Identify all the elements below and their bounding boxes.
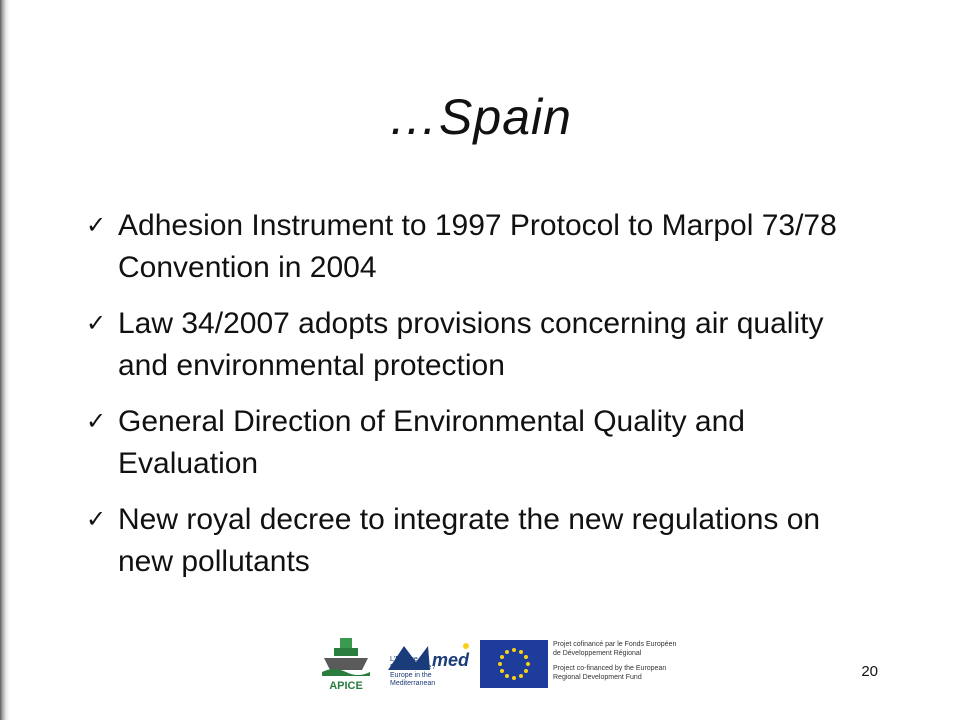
bullet-item: [86, 205, 866, 289]
fund-text-fr: Projet cofinancé par le Fonds Européen de Développement Régional: [553, 641, 677, 657]
checkmark-icon: ✓: [86, 212, 107, 239]
bullet-text: General Direction of Environmental Quality and Evaluation: [118, 405, 745, 480]
med-logo-caption: L'Europe en Méditerranée / Europe in the Mediterranean: [390, 656, 436, 687]
slide-title: …Spain: [388, 89, 572, 145]
eu-flag-icon: [480, 640, 548, 688]
apice-logo-label: APICE: [329, 680, 363, 692]
checkmark-icon: ✓: [86, 506, 107, 533]
bullet-item: [86, 499, 866, 583]
bullet-text: New royal decree to integrate the new regulations on new pollutants: [118, 503, 821, 578]
checkmark-icon: ✓: [86, 310, 107, 337]
checkmark-icon: ✓: [86, 408, 107, 435]
bullet-text: Adhesion Instrument to 1997 Protocol to Marpol 73/78 Convention in 2004: [118, 209, 837, 284]
page-number: 20: [861, 663, 878, 680]
med-logo-icon: [386, 640, 472, 690]
med-logo-label: med: [432, 650, 470, 670]
fund-text: [553, 640, 683, 682]
bullet-item: [86, 401, 866, 485]
bullet-text: Law 34/2007 adopts provisions concerning air quality and environmental protection: [118, 307, 824, 382]
apice-logo-icon: [320, 636, 372, 692]
bullet-item: [86, 303, 866, 387]
bullet-list: [86, 205, 866, 597]
footer-logos: [320, 636, 680, 692]
fund-text-en: Project co-financed by the European Regional Development Fund: [553, 665, 667, 681]
